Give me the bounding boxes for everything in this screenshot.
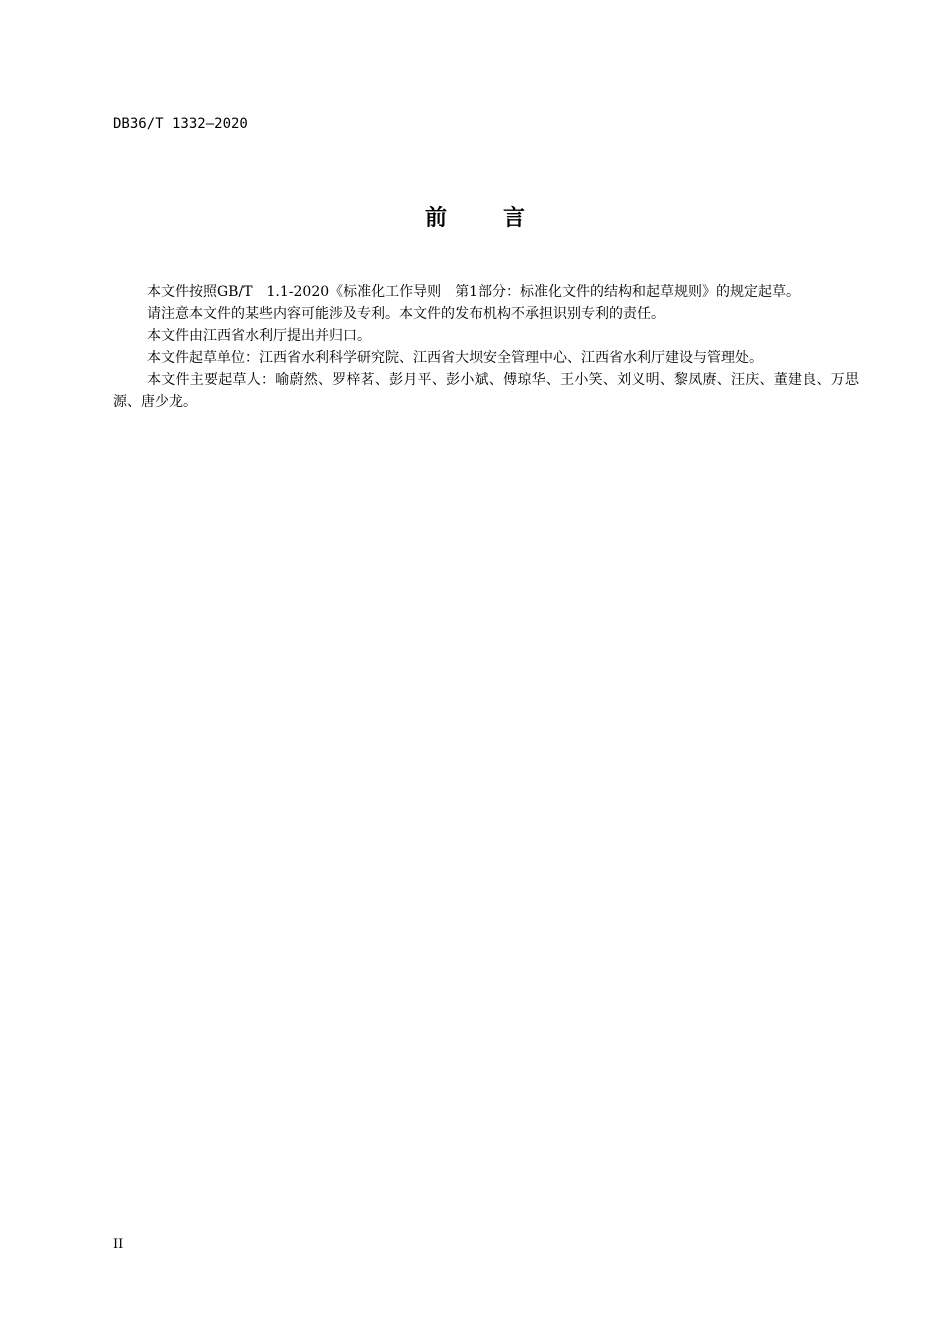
- page-number: II: [113, 1237, 124, 1252]
- paragraph-proposer: 本文件由江西省水利厅提出并归口。: [147, 328, 371, 344]
- page-title: 前言: [424, 206, 581, 231]
- paragraph-drafting-units: 本文件起草单位：江西省水利科学研究院、江西省大坝安全管理中心、江西省水利厅建设与管理处。: [147, 350, 763, 366]
- paragraph-patent-notice: 请注意本文件的某些内容可能涉及专利。本文件的发布机构不承担识别专利的责任。: [147, 306, 665, 322]
- paragraph-drafting-rules: 本文件按照GB/T 1.1-2020《标准化工作导则 第1部分：标准化文件的结构和起草规则》的规定起草。: [147, 284, 801, 300]
- paragraph-drafters: 本文件主要起草人：喻蔚然、罗梓茗、彭月平、彭小斌、傅琼华、王小笑、刘义明、黎凤赓、汪庆、董建良、万思源、唐少龙。: [113, 372, 859, 410]
- document-code: DB36/T 1332—2020: [113, 116, 248, 132]
- foreword-body: [113, 281, 859, 413]
